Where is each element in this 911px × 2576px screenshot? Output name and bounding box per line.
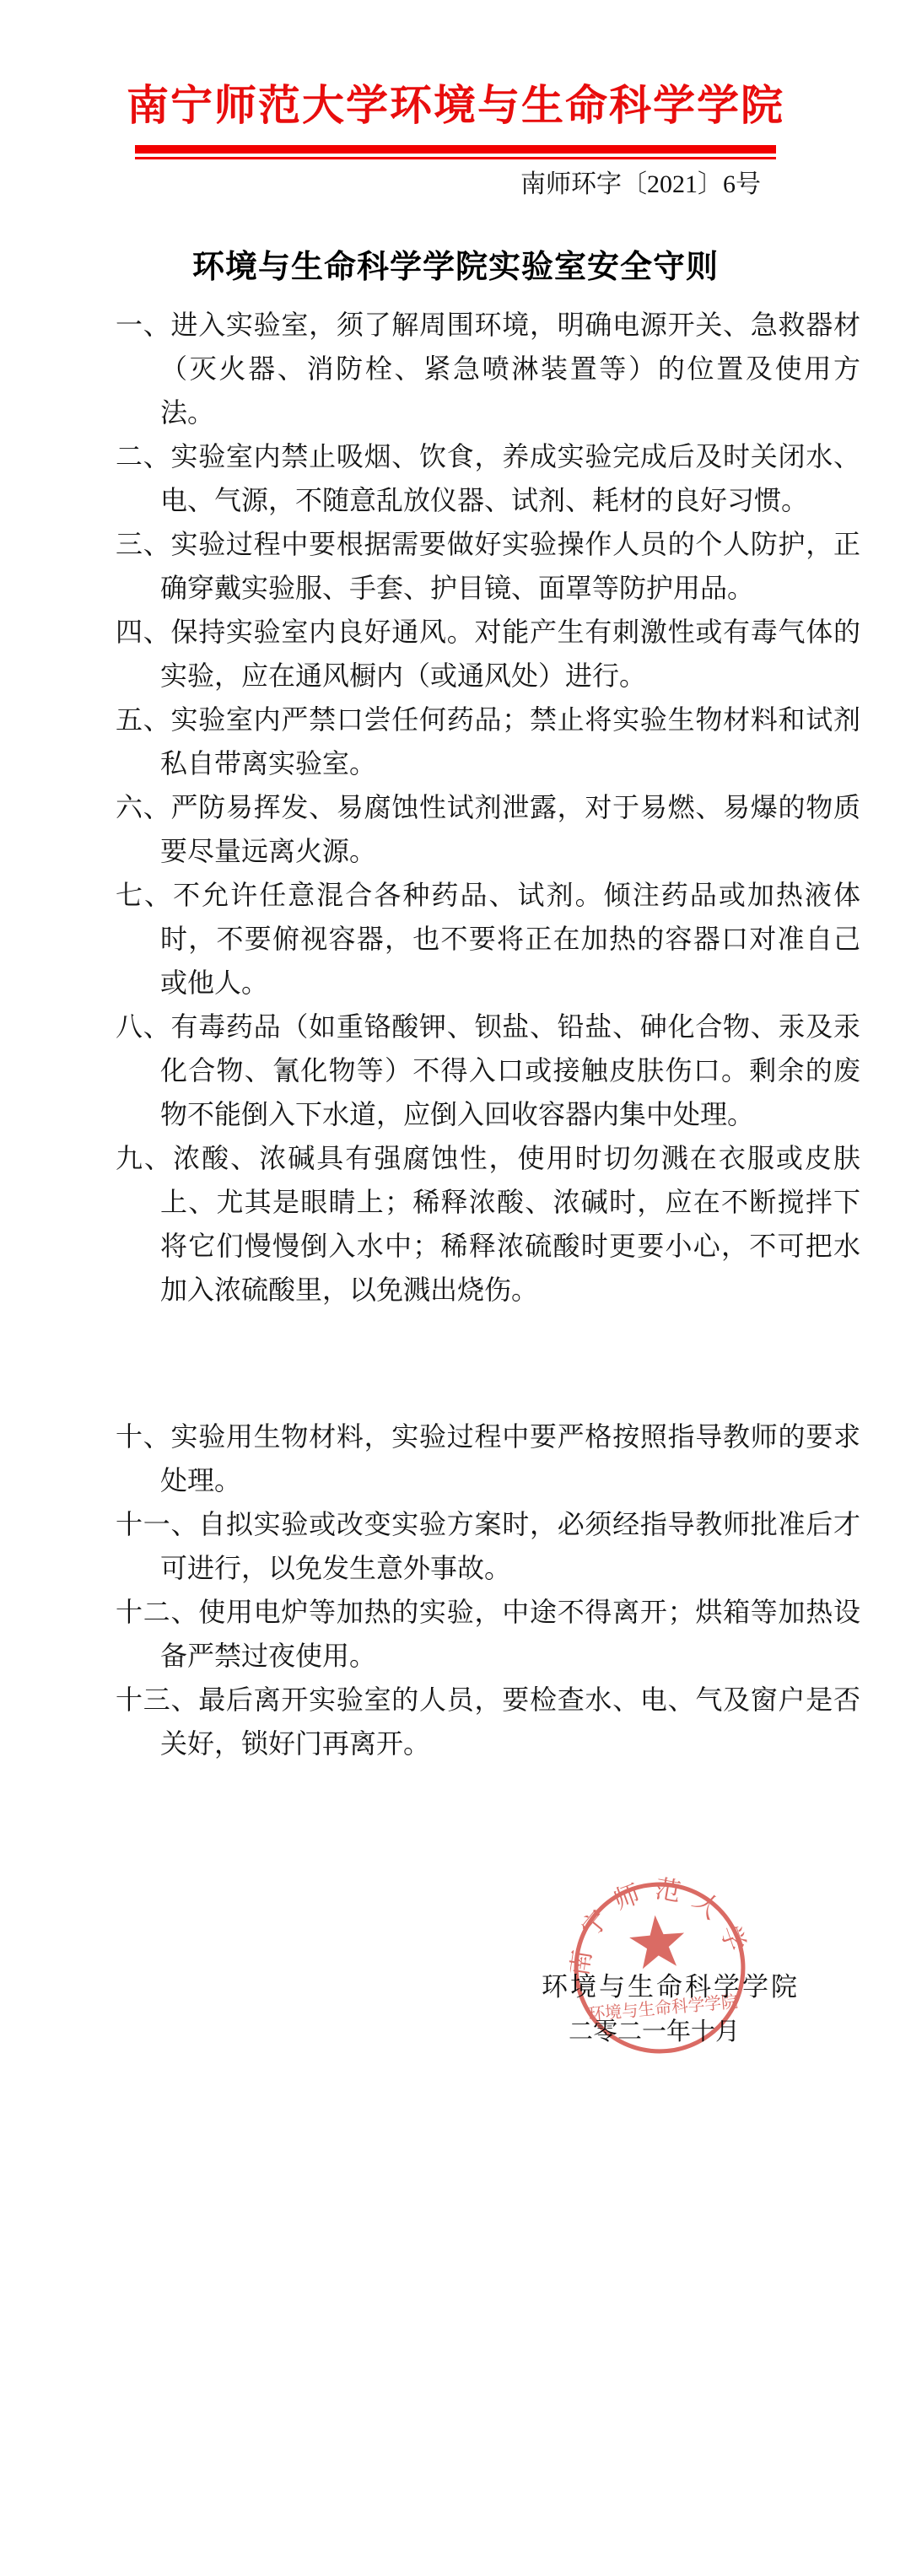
seal-organization-text: 环境与生命科学学院 [587,1992,742,2025]
rule-text: 自拟实验或改变实验方案时，必须经指导教师批准后才可进行，以免发生意外事故。 [160,1509,860,1583]
rule-item-5 [116,698,860,785]
rule-number: 七、 [116,880,174,910]
rule-text: 实验室内严禁口尝任何药品；禁止将实验生物材料和试剂私自带离实验室。 [160,704,860,779]
rule-number: 十三、 [116,1684,199,1715]
rules-list [0,303,911,1765]
rule-item-13 [116,1678,860,1765]
rule-number: 二、 [116,441,171,472]
rule-number: 四、 [116,617,171,647]
rule-text: 实验室内禁止吸烟、饮食，养成实验完成后及时关闭水、电、气源，不随意乱放仪器、试剂、耗材的良好习惯。 [160,441,860,515]
rule-text: 实验用生物材料，实验过程中要严格按照指导教师的要求处理。 [160,1421,860,1495]
red-divider-thin-line [135,157,776,159]
rule-item-11 [116,1502,860,1590]
rule-item-1 [116,303,860,434]
rule-number: 十一、 [116,1509,199,1539]
official-seal-stamp [563,1870,757,2066]
rule-text: 进入实验室，须了解周围环境，明确电源开关、急救器材（灭火器、消防栓、紧急喷淋装置等）的位置及使用方法。 [160,310,860,428]
rule-number: 八、 [116,1011,171,1042]
letterhead-title: 南宁师范大学环境与生命科学学院 [127,82,784,129]
page-title: 环境与生命科学学院实验室安全守则 [191,250,719,285]
page-break-gap [0,1312,911,1415]
rule-text: 使用电炉等加热的实验，中途不得离开；烘箱等加热设备严禁过夜使用。 [160,1597,860,1671]
rule-number: 三、 [116,529,171,559]
rule-number: 十、 [116,1421,171,1452]
rule-number: 一、 [116,310,171,340]
rule-text: 有毒药品（如重铬酸钾、钡盐、铅盐、砷化合物、汞及汞化合物、氰化物等）不得入口或接触皮肤伤口。剩余的废物不能倒入下水道，应倒入回收容器内集中处理。 [160,1011,860,1129]
star-icon [628,1913,687,1970]
rule-number: 十二、 [116,1597,199,1627]
red-divider [135,145,776,159]
rule-number: 六、 [116,792,171,822]
signature-organization: 环境与生命科学学院 [542,1972,800,2002]
rule-item-12 [116,1590,860,1678]
rule-text: 不允许任意混合各种药品、试剂。倾注药品或加热液体时，不要俯视容器，也不要将正在加热的容器口对准自己或他人。 [160,880,860,998]
rule-number: 五、 [116,704,171,735]
rule-item-7 [116,873,860,1005]
rule-text: 保持实验室内良好通风。对能产生有刺激性或有毒气体的实验，应在通风橱内（或通风处）进行。 [160,617,860,691]
rule-text: 实验过程中要根据需要做好实验操作人员的个人防护，正确穿戴实验服、手套、护目镜、面罩等防护用品。 [160,529,860,603]
signature-date: 二零二一年十月 [569,2018,741,2045]
rule-item-9 [116,1136,860,1312]
rule-number: 九、 [116,1143,174,1173]
rule-text: 最后离开实验室的人员，要检查水、电、气及窗户是否关好，锁好门再离开。 [160,1684,860,1759]
red-divider-thick-line [135,145,776,154]
seal-arc-text: 南宁师范大学 [564,1873,755,1978]
rule-text: 严防易挥发、易腐蚀性试剂泄露，对于易燃、易爆的物质要尽量远离火源。 [160,792,860,866]
rule-item-10 [116,1415,860,1502]
rule-item-6 [116,785,860,873]
rule-text: 浓酸、浓碱具有强腐蚀性，使用时切勿溅在衣服或皮肤上、尤其是眼睛上；稀释浓酸、浓碱时，应在不断搅拌下将它们慢慢倒入水中；稀释浓硫酸时更要小心，不可把水加入浓硫酸里，以免溅出烧伤。 [160,1143,860,1305]
rule-item-4 [116,610,860,698]
rule-item-8 [116,1005,860,1136]
rule-item-2 [116,434,860,522]
rule-item-3 [116,522,860,610]
document-number: 南师环字〔2021〕6号 [520,170,761,198]
